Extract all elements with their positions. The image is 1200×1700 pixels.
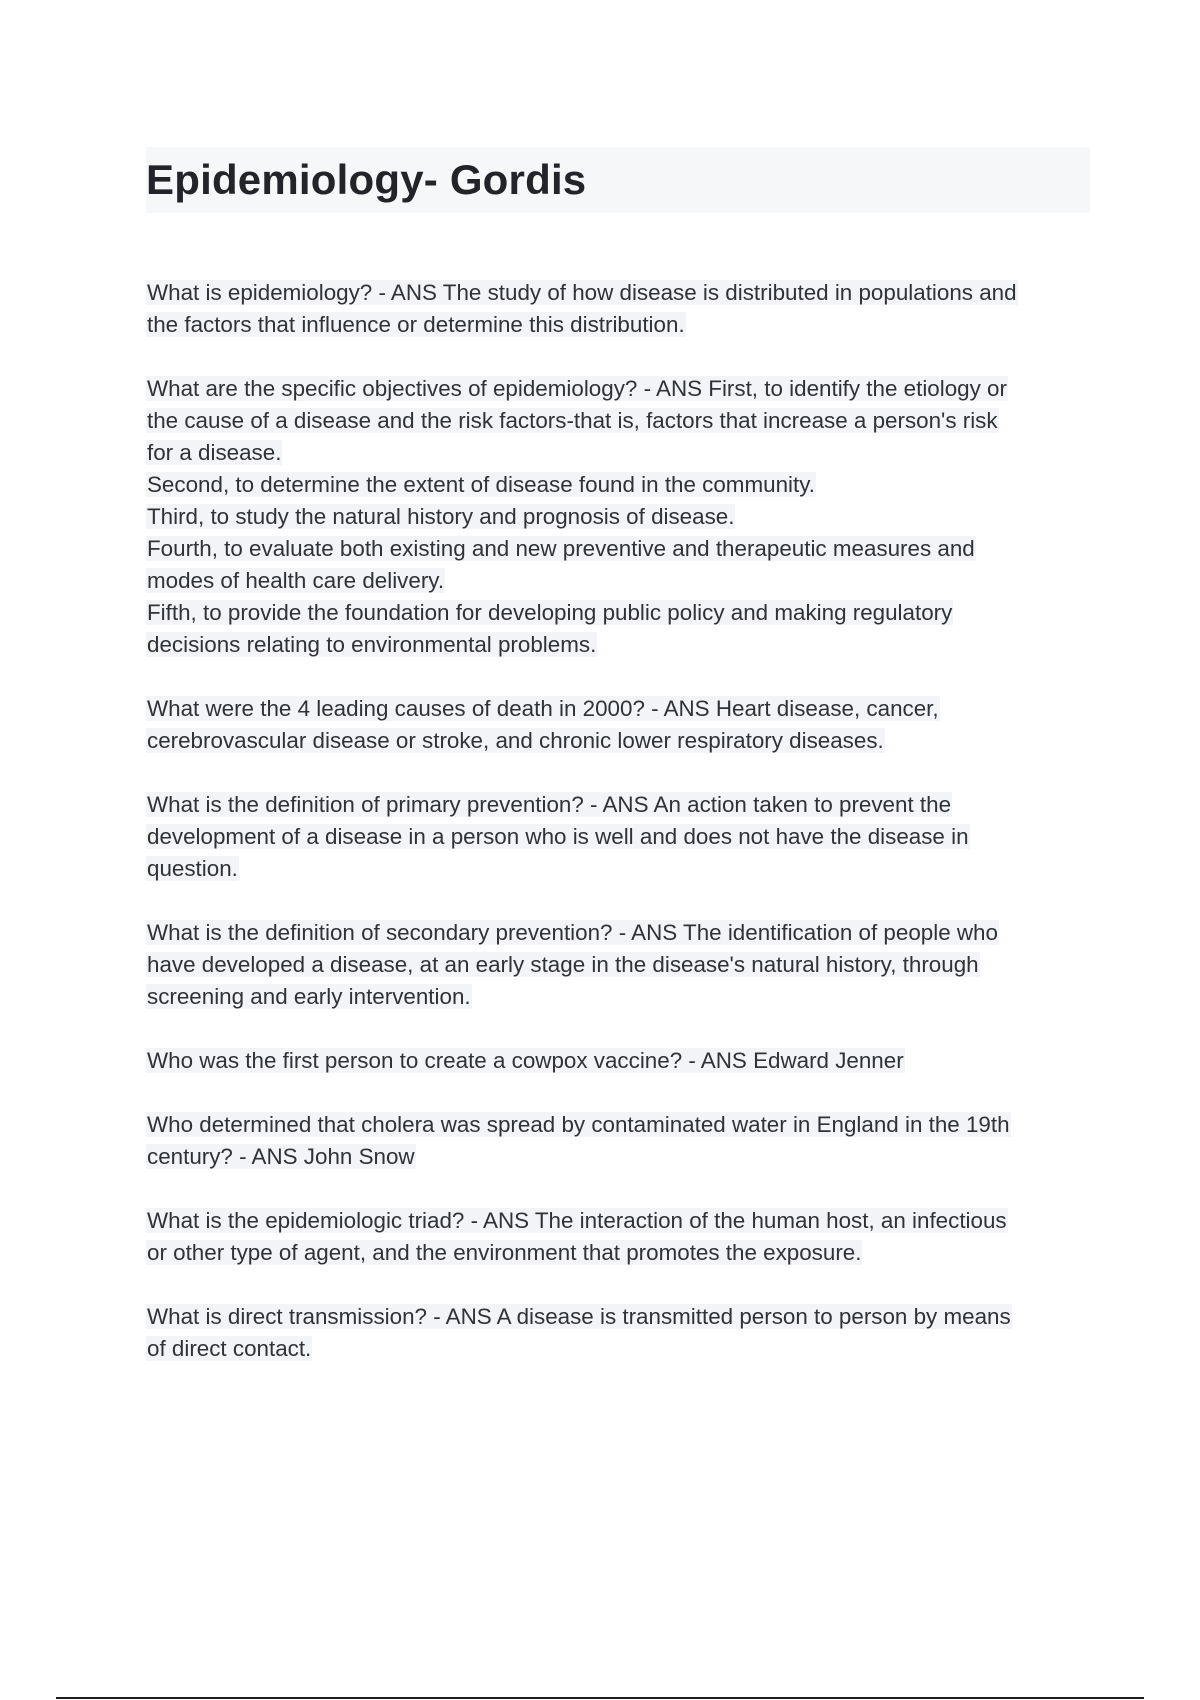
document-page — [146, 147, 1090, 1397]
qa-line — [146, 277, 1090, 309]
qa-item — [146, 1205, 1090, 1269]
qa-line-text: What is the epidemiologic triad? - ANS The interaction of the human host, an infectious — [147, 1208, 1007, 1233]
qa-line-text: Third, to study the natural history and prognosis of disease. — [147, 504, 735, 529]
footer-divider — [56, 1697, 1144, 1699]
qa-line-text: of direct contact. — [147, 1336, 312, 1361]
qa-line — [146, 1333, 1090, 1365]
qa-line-text: Who determined that cholera was spread by contaminated water in England in the 19th — [147, 1112, 1010, 1137]
qa-line — [146, 597, 1090, 629]
qa-line — [146, 1301, 1090, 1333]
qa-list — [146, 277, 1090, 1365]
qa-line-text: What were the 4 leading causes of death in 2000? - ANS Heart disease, cancer, — [147, 696, 939, 721]
qa-line — [146, 693, 1090, 725]
qa-line-text: cerebrovascular disease or stroke, and chronic lower respiratory diseases. — [147, 728, 884, 753]
qa-line-text: What is the definition of secondary prevention? - ANS The identification of people who — [147, 920, 998, 945]
qa-line-text: What is the definition of primary prevention? - ANS An action taken to prevent the — [147, 792, 952, 817]
qa-line-text: What is direct transmission? - ANS A disease is transmitted person to person by means — [147, 1304, 1011, 1329]
qa-line — [146, 981, 1090, 1013]
qa-line — [146, 309, 1090, 341]
qa-line — [146, 789, 1090, 821]
qa-line — [146, 949, 1090, 981]
qa-line — [146, 853, 1090, 885]
qa-line-text: for a disease. — [147, 440, 282, 465]
qa-line-text: Fifth, to provide the foundation for developing public policy and making regulatory — [147, 600, 953, 625]
qa-line — [146, 373, 1090, 405]
qa-line — [146, 1109, 1090, 1141]
qa-line-text: Who was the first person to create a cowpox vaccine? - ANS Edward Jenner — [147, 1048, 904, 1073]
qa-line — [146, 821, 1090, 853]
qa-line — [146, 725, 1090, 757]
qa-line — [146, 405, 1090, 437]
qa-line-text: modes of health care delivery. — [147, 568, 445, 593]
qa-line-text: development of a disease in a person who is well and does not have the disease in — [147, 824, 969, 849]
qa-item — [146, 1301, 1090, 1365]
qa-line — [146, 1045, 1090, 1077]
qa-line-text: the cause of a disease and the risk factors-that is, factors that increase a person's risk — [147, 408, 998, 433]
qa-item — [146, 789, 1090, 885]
page-title: Epidemiology- Gordis — [146, 156, 587, 203]
qa-line-text: the factors that influence or determine this distribution. — [147, 312, 685, 337]
qa-item — [146, 1109, 1090, 1173]
qa-line-text: decisions relating to environmental problems. — [147, 632, 597, 657]
qa-item — [146, 277, 1090, 341]
qa-line-text: have developed a disease, at an early stage in the disease's natural history, through — [147, 952, 979, 977]
qa-item — [146, 693, 1090, 757]
qa-line — [146, 565, 1090, 597]
qa-line — [146, 533, 1090, 565]
qa-line — [146, 469, 1090, 501]
qa-item — [146, 373, 1090, 661]
qa-line — [146, 1205, 1090, 1237]
qa-line-text: Fourth, to evaluate both existing and new preventive and therapeutic measures and — [147, 536, 975, 561]
title-banner — [146, 147, 1090, 213]
qa-line — [146, 629, 1090, 661]
qa-line-text: screening and early intervention. — [147, 984, 471, 1009]
qa-line — [146, 437, 1090, 469]
qa-line-text: question. — [147, 856, 238, 881]
qa-item — [146, 917, 1090, 1013]
qa-line-text: Second, to determine the extent of disease found in the community. — [147, 472, 815, 497]
qa-line-text: or other type of agent, and the environment that promotes the exposure. — [147, 1240, 862, 1265]
qa-line — [146, 1237, 1090, 1269]
qa-line-text: century? - ANS John Snow — [147, 1144, 415, 1169]
qa-item — [146, 1045, 1090, 1077]
qa-line — [146, 917, 1090, 949]
qa-line — [146, 501, 1090, 533]
qa-line — [146, 1141, 1090, 1173]
qa-line-text: What are the specific objectives of epidemiology? - ANS First, to identify the etiology or — [147, 376, 1007, 401]
qa-line-text: What is epidemiology? - ANS The study of how disease is distributed in populations and — [147, 280, 1017, 305]
